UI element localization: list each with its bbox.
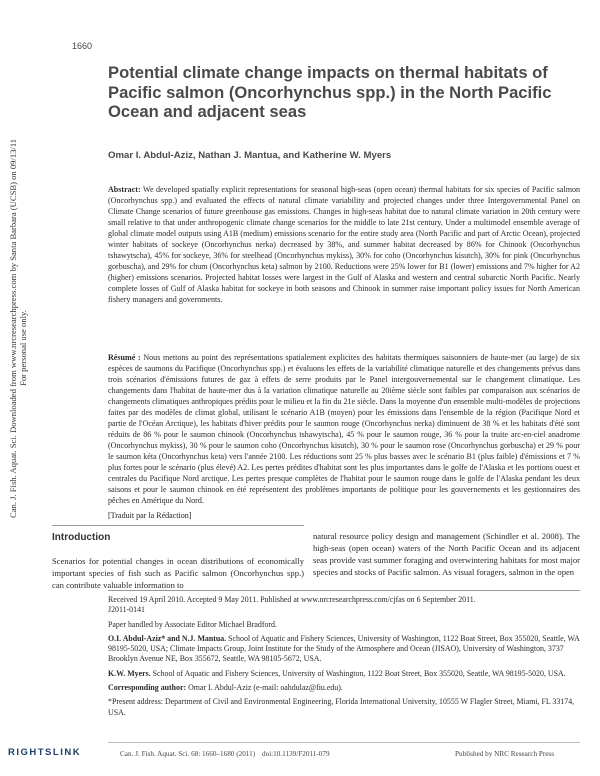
abstract-text: We developed spatially explicit representations for seasonal high-seas (open ocean) thermal habitats for six species of Pacific salmon (Oncorhynchus spp.) and evaluated the effects of natural climate variability and projected changes under three Intergovernmental Panel on Climate Change scenarios of future greenhouse gas emissions. Changes in high-seas habitat due to natural climate variation in 20th century were small relative to that under anthropogenic climate change scenarios for the middle to late 21st century. Under a multimodel ensemble average of global climate model outputs using A1B (medium) emissions scenario for the entire study area (North Pacific and part of Arctic Ocean), projected winter habitats of sockeye (Oncorhynchus nerka) decreased by 38%, and summer habitat decreased by 86% for Chinook (Oncorhynchus tshawytscha), 45% for sockeye, 36% for steelhead (Oncorhynchus mykiss), 30% for coho (Oncorhynchus kisutch), 30% for pink (Oncorhynchus gorbuscha), and 29% for chum (Oncorhynchus keta) salmon by 2100. Reductions were 25% lower for B1 (lower) emissions and 7% higher for A2 (higher) emissions scenarios. Projected habitat losses were largest in the Gulf of Alaska and western and central subarctic North Pacific. Nearly complete losses of Gulf of Alaska habitat for sockeye in both seasons and Chinook in summer raise important policy issues for North American fishery managers and governments. [108,185,580,304]
download-watermark [8,138,28,518]
corresponding-author [108,683,580,693]
download-line-1: Can. J. Fish. Aquat. Sci. Downloaded from www.nrcresearchpress.com by Santa Barbara (UCSB) on 09/13/11 [8,138,18,518]
resume-text: Nous mettons au point des représentations spatialement explicites des habitats thermiques saisonniers de haute-mer (au large) de six espèces de saumons du Pacifique (Oncorhynchus spp.) et évaluons les effets de la variabilité climatique naturelle et des changements prévus dans trois scénarios d'émissions futures de gaz à effets de serre produits par le Panel intergouvernemental sur le changement climatique. Les changements dans l'habitat de haute-mer dus à la variation climatique naturelle au 20ième siècle sont faibles par comparaison aux scénarios de changements climatiques anthropiques prédits pour le milieu et la fin du 21e siècle. Dans la moyenne d'un ensemble multi-modèles de projections faites par des modèles de climat global, utilisant le scénario A1B (moyen) pour les émissions dans l'ensemble de la région (Pacifique Nord et partie de l'Océan Arctique), les habitats d'hiver prédits pour le saumon rouge (Oncorhynchus nerka) diminuent de 38 % et les habitats d'été sont réduits de 86 % pour le saumon chinook (Oncorhynchus tshawytscha), 45 % pour le saumon rouge, 36 % pour la truite arc-en-ciel anadrome (Oncorhynchus mykiss), 30 % pour le saumon coho (Oncorhynchus kisutch), 30 % pour le saumon rose (Oncorhynchus gorbuscha) et 29 % pour le saumon kéta (Oncorhynchus keta) vers l'année 2100. Les réductions sont 25 % plus basses avec le scénario B1 (plus faible) d'émissions et 7 % plus fortes pour le scénario (plus élevé) A2. Les pertes prédites d'habitat sont les plus importantes dans le golfe de l'Alaska et les portions ouest et centrales du Pacifique Nord arctique. Les pertes presque complètes de l'habitat pour le saumon rouge dans le golfe de l'Alaska pendant les deux saisons et pour le saumon chinook en été représentent des problèmes importants de politique pour les gouvernements et les gestionnaires des pêches en Amérique du Nord. [108,353,580,505]
abstract [108,184,580,305]
download-line-2: For personal use only. [18,310,28,386]
page-number: 1660 [72,41,93,51]
affiliation-2-names: K.W. Myers. [108,668,151,678]
intro-heading: Introduction [52,532,111,543]
affiliation-1 [108,634,580,665]
resume-label: Résumé : [108,353,141,362]
footnote-rule [108,590,580,591]
corresponding-text: Omar I. Abdul-Aziz (e-mail: oahdulaz@fiu.edu). [188,683,343,693]
affiliation-1-text: School of Aquatic and Fishery Sciences, University of Washington, 1122 Boat Street, Box 355020, Seattle, WA 98195-5020, USA; Climate Impacts Group, Joint Institute for the Study of the Atmosphere and Ocean (JISAO), University of Washington, 3737 Brooklyn Avenue NE, Box 355672, Seattle, WA 98105-5672, USA. [108,633,580,664]
affiliation-2-text: School of Aquatic and Fishery Sciences, University of Washington, 1122 Boat Street, Box 355020, Seattle, WA 98195-5020, USA. [152,668,566,678]
rightslink-logo-text: RIGHTSLINK [8,747,82,758]
corresponding-label: Corresponding author: [108,683,187,693]
section-divider [52,525,304,526]
paper-id: J2011-0141 [108,605,145,615]
article-authors: Omar I. Abdul-Aziz, Nathan J. Mantua, and Katherine W. Myers [108,150,392,161]
intro-left-column: Scenarios for potential changes in ocean distributions of economically important species of fish such as Pacific salmon (Oncorhynchus spp.) can contribute valuable information to [52,556,304,590]
received-dates [108,595,580,616]
rightslink-logo[interactable] [8,747,81,758]
abstract-label: Abstract: [108,185,141,194]
handled-by: Paper handled by Associate Editor Michael Bradford. [108,619,277,629]
journal-citation: Can. J. Fish. Aquat. Sci. 68: 1660–1680 (2011) [120,750,256,758]
affiliation-1-names: O.I. Abdul-Aziz* and N.J. Mantua. [108,633,227,643]
translation-note: [Traduit par la Rédaction] [108,511,192,520]
doi-link[interactable]: doi:10.1139/F2011-079 [262,750,330,758]
received-text: Received 19 April 2010. Accepted 9 May 2011. Published at www.nrcresearchpress.com/cjfas on 6 September 2011. [108,595,476,604]
publisher: Published by NRC Research Press [455,750,555,758]
affiliation-2 [108,669,580,679]
intro-right-column: natural resource policy design and management (Schindler et al. 2008). The high-seas (open ocean) waters of the North Pacific Ocean and its adjacent seas provide vast summer foraging and overwintering habitats for most major species and stocks of Pacific salmon. As visual foragers, salmon in the open [313,531,580,577]
footnotes [108,595,580,722]
footer-rule [108,742,580,743]
article-title: Potential climate change impacts on thermal habitats of Pacific salmon (Oncorhynchus spp.) in the North Pacific Ocean and adjacent seas [108,63,552,122]
resume [108,352,580,506]
present-address: *Present address: Department of Civil and Environmental Engineering, Florida International University, 10555 W Flagler Street, Miami, FL 33174, USA. [108,697,575,717]
